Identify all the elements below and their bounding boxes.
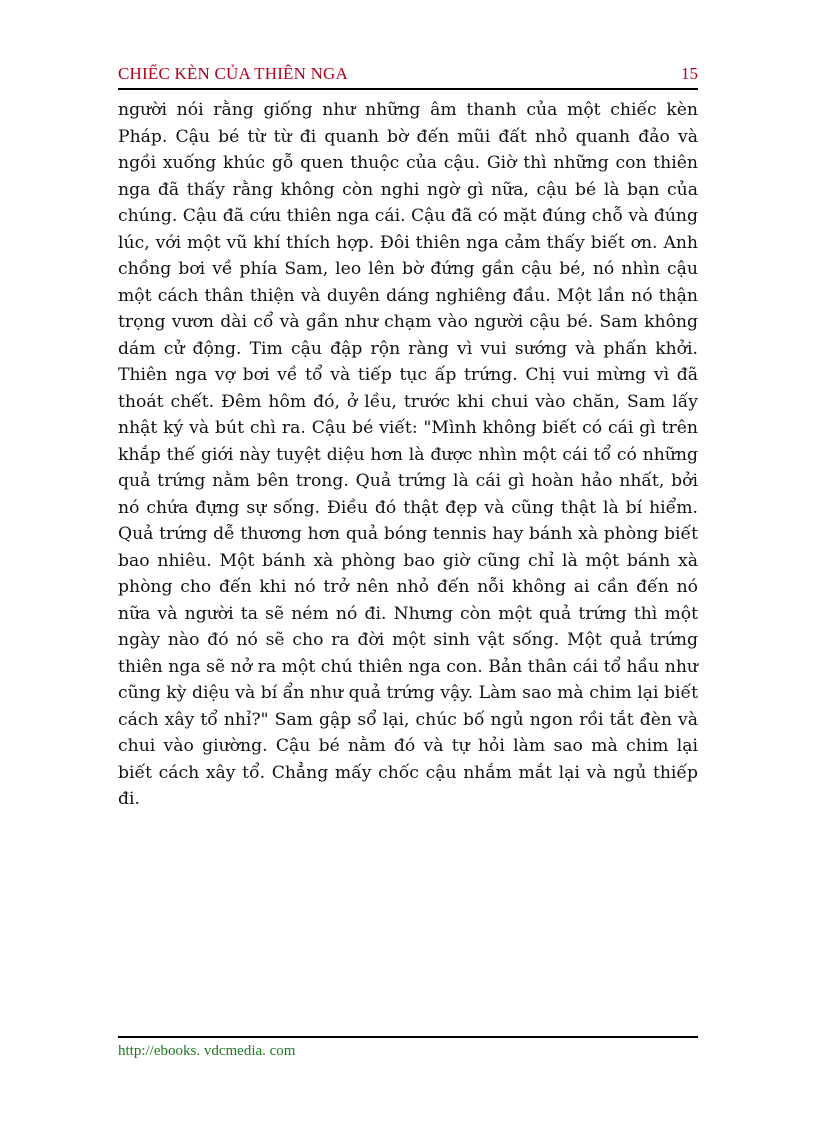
book-title: CHIẾC KÈN CỦA THIÊN NGA <box>118 64 348 83</box>
footer-link[interactable]: http://ebooks. vdcmedia. com <box>118 1043 296 1059</box>
page-number: 15 <box>681 64 698 83</box>
footer-divider <box>118 1036 698 1038</box>
body-paragraph: người nói rằng giống như những âm thanh của một chiếc kèn Pháp. Cậu bé từ từ đi quanh bờ đến mũi đất nhỏ quanh đảo và ngồi xuống khúc gỗ quen thuộc của cậu. Giờ thì những con thiên nga đã thấy rằng không còn nghi ngờ gì nữa, cậu bé là bạn của chúng. Cậu đã cứu thiên nga cái. Cậu đã có mặt đúng chỗ và đúng lúc, với một vũ khí thích hợp. Đôi thiên nga cảm thấy biết ơn. Anh chồng bơi về phía Sam, leo lên bờ đứng gần cậu bé, nó nhìn cậu một cách thân thiện và duyên dáng nghiêng đầu. Một lần nó thận trọng vươn dài cổ và gần như chạm vào người cậu bé. Sam không dám cử động. Tim cậu đập rộn ràng vì vui sướng và phấn khởi. Thiên nga vợ bơi về tổ và tiếp tục ấp trứng. Chị vui mừng vì đã thoát chết. Đêm hôm đó, ở lều, trước khi chui vào chăn, Sam lấy nhật ký và bút chì ra. Cậu bé viết: "Mình không biết có cái gì trên khắp thế giới này tuyệt diệu hơn là được nhìn một cái tổ có những quả trứng nằm bên trong. Quả trứng là cái gì hoàn hảo nhất, bởi nó chứa đựng sự sống. Điều đó thật đẹp và cũng thật là bí hiểm. Quả trứng dễ thương hơn quả bóng tennis hay bánh xà phòng biết bao nhiêu. Một bánh xà phòng bao giờ cũng chỉ là một bánh xà phòng cho đến khi nó trở nên nhỏ đến nỗi không ai cần đến nó nữa và người ta sẽ ném nó đi. Nhưng còn một quả trứng thì một ngày nào đó nó sẽ cho ra đời một sinh vật sống. Một quả trứng thiên nga sẽ nở ra một chú thiên nga con. Bản thân cái tổ hầu như cũng kỳ diệu và bí ẩn như quả trứng vậy. Làm sao mà chim lại biết cách xây tổ nhỉ?" Sam gập sổ lại, chúc bố ngủ ngon rồi tắt đèn và chui vào giường. Cậu bé nằm đó và tự hỏi làm sao mà chim lại biết cách xây tổ. Chẳng mấy chốc cậu nhắm mắt lại và ngủ thiếp đi. <box>118 100 698 809</box>
page-body <box>118 97 698 813</box>
running-header <box>118 64 698 90</box>
